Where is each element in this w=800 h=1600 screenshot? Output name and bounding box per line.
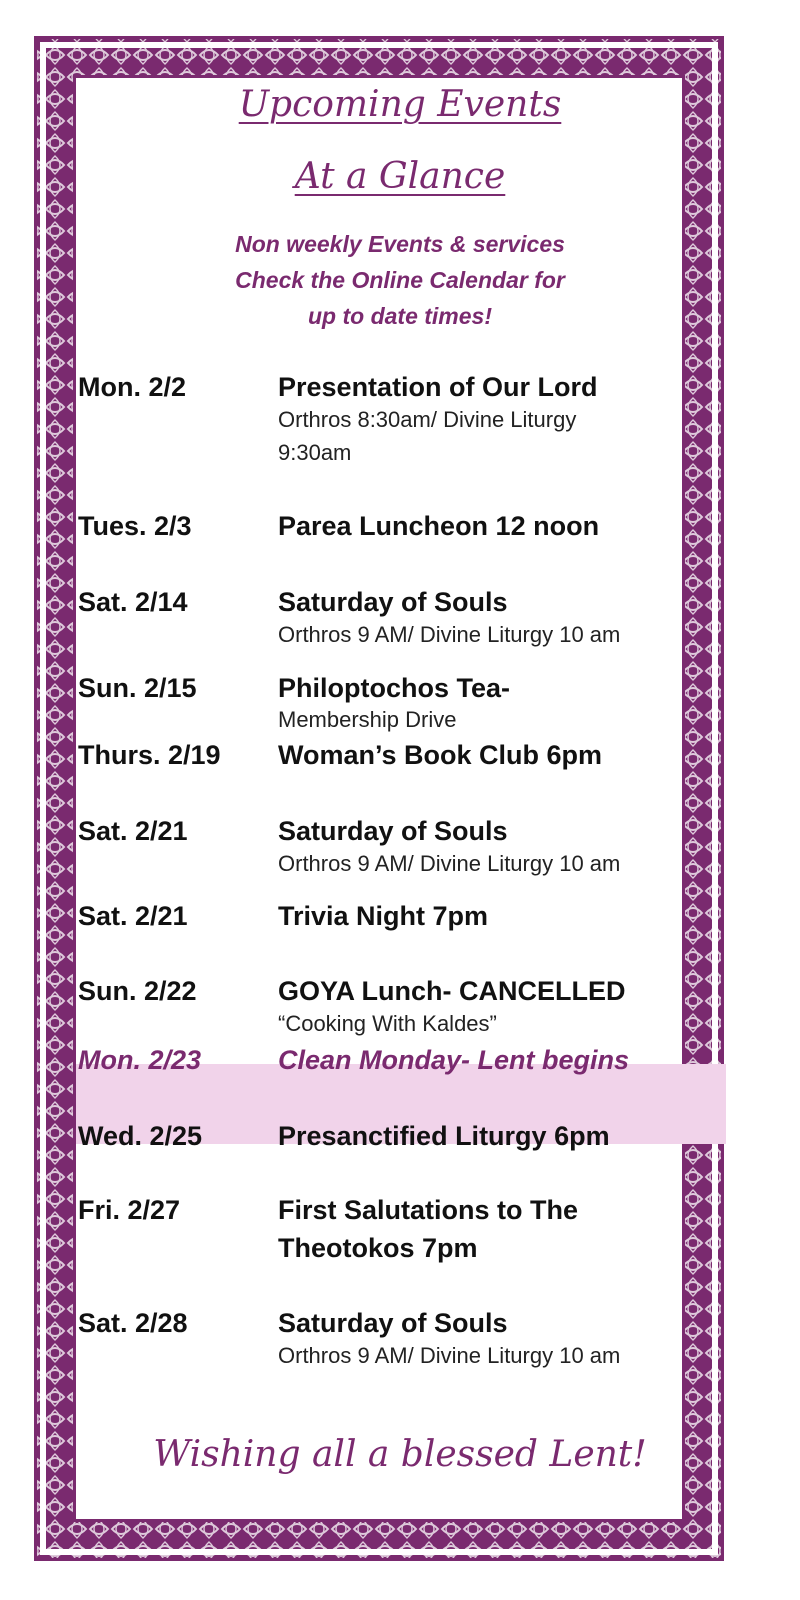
event-detail: Membership Drive (278, 707, 457, 732)
event-date: Wed. 2/25 (78, 1121, 203, 1151)
event-date: Sat. 2/21 (78, 816, 188, 846)
event-title-line2: Theotokos 7pm (278, 1233, 478, 1263)
closing-message: Wishing all a blessed Lent! (153, 1434, 647, 1475)
event-date: Sat. 2/28 (78, 1308, 188, 1338)
event-date: Sat. 2/21 (78, 901, 188, 931)
page-title: Upcoming Events (238, 84, 562, 125)
event-detail: Orthros 8:30am/ Divine Liturgy (278, 407, 577, 432)
event-detail: Orthros 9 AM/ Divine Liturgy 10 am (278, 851, 621, 876)
event-date: Tues. 2/3 (78, 511, 192, 541)
event-detail: Orthros 9 AM/ Divine Liturgy 10 am (278, 622, 621, 647)
event-title: Saturday of Souls (278, 587, 508, 617)
event-date: Sun. 2/22 (78, 976, 197, 1006)
event-title-highlight: Clean Monday- Lent begins (278, 1045, 630, 1075)
event-date: Fri. 2/27 (78, 1195, 181, 1225)
event-title: Woman’s Book Club 6pm (278, 740, 603, 770)
notice-line: Non weekly Events & services (235, 231, 565, 257)
event-date: Mon. 2/2 (78, 372, 187, 402)
notice-line: up to date times! (307, 303, 492, 329)
event-title: Presanctified Liturgy 6pm (278, 1121, 610, 1151)
event-title: Presentation of Our Lord (278, 372, 598, 402)
event-date: Sun. 2/15 (78, 673, 197, 703)
event-title: Trivia Night 7pm (278, 901, 489, 931)
event-date-highlight: Mon. 2/23 (78, 1045, 202, 1075)
event-date: Sat. 2/14 (78, 587, 188, 617)
event-detail: 9:30am (278, 440, 352, 465)
page-subtitle-title: At a Glance (294, 156, 506, 197)
event-title: Parea Luncheon 12 noon (278, 511, 600, 541)
event-detail: Orthros 9 AM/ Divine Liturgy 10 am (278, 1343, 621, 1368)
event-title: Saturday of Souls (278, 1308, 508, 1338)
event-title: First Salutations to The (278, 1195, 579, 1225)
notice-line: Check the Online Calendar for (235, 267, 565, 293)
event-detail: “Cooking With Kaldes” (278, 1011, 497, 1036)
event-title: Philoptochos Tea- (278, 673, 511, 703)
notice (0, 226, 800, 334)
event-title: Saturday of Souls (278, 816, 508, 846)
event-title: GOYA Lunch- CANCELLED (278, 976, 626, 1006)
event-date: Thurs. 2/19 (78, 740, 221, 770)
